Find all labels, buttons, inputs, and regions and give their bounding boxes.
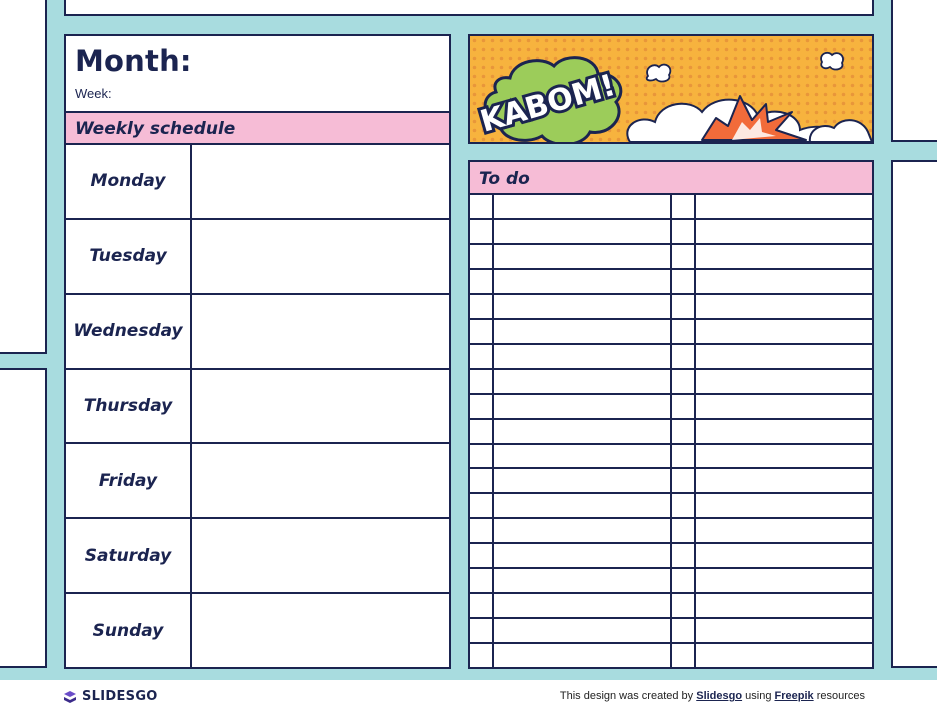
slidesgo-link[interactable]: Slidesgo	[696, 690, 743, 702]
todo-entry-cell[interactable]	[494, 469, 672, 492]
day-row	[66, 444, 449, 519]
day-label: Monday	[66, 145, 192, 218]
day-entry-cell[interactable]	[192, 295, 449, 368]
day-entry-cell[interactable]	[192, 145, 449, 218]
background-panel-left-top	[0, 0, 47, 354]
todo-checkbox[interactable]	[672, 270, 696, 293]
background-panel-left-bottom	[0, 368, 47, 668]
todo-entry-cell[interactable]	[696, 420, 872, 443]
todo-entry-cell[interactable]	[494, 320, 672, 343]
todo-title: To do	[479, 169, 530, 189]
todo-checkbox[interactable]	[470, 519, 494, 542]
todo-checkbox[interactable]	[672, 395, 696, 418]
todo-row	[470, 220, 872, 245]
todo-row	[470, 619, 872, 644]
todo-row	[470, 445, 872, 470]
todo-entry-cell[interactable]	[696, 594, 872, 617]
todo-checkbox[interactable]	[672, 245, 696, 268]
todo-checkbox[interactable]	[672, 220, 696, 243]
todo-header	[470, 162, 872, 195]
todo-entry-cell[interactable]	[696, 569, 872, 592]
todo-entry-cell[interactable]	[696, 320, 872, 343]
todo-checkbox[interactable]	[672, 420, 696, 443]
credit-mid: using	[742, 690, 775, 702]
todo-row	[470, 270, 872, 295]
todo-checkbox[interactable]	[672, 494, 696, 517]
background-panel-right-bottom	[891, 160, 937, 668]
weekly-schedule-header	[66, 113, 449, 145]
todo-row	[470, 644, 872, 667]
todo-entry-cell[interactable]	[494, 345, 672, 368]
todo-checkbox[interactable]	[470, 320, 494, 343]
todo-entry-cell[interactable]	[696, 195, 872, 218]
todo-row	[470, 295, 872, 320]
todo-row	[470, 395, 872, 420]
day-label: Wednesday	[66, 295, 192, 368]
todo-entry-cell[interactable]	[696, 245, 872, 268]
todo-entry-cell[interactable]	[494, 644, 672, 667]
todo-checkbox[interactable]	[672, 195, 696, 218]
todo-checkbox[interactable]	[470, 370, 494, 393]
todo-checkbox[interactable]	[672, 445, 696, 468]
todo-row	[470, 345, 872, 370]
credit-line	[560, 690, 865, 702]
todo-entry-cell[interactable]	[696, 519, 872, 542]
todo-entry-cell[interactable]	[696, 270, 872, 293]
todo-row	[470, 245, 872, 270]
todo-checkbox[interactable]	[470, 295, 494, 318]
todo-checkbox[interactable]	[672, 594, 696, 617]
todo-entry-cell[interactable]	[494, 544, 672, 567]
todo-checkbox[interactable]	[470, 395, 494, 418]
todo-entry-cell[interactable]	[494, 519, 672, 542]
todo-checkbox[interactable]	[470, 345, 494, 368]
todo-entry-cell[interactable]	[696, 494, 872, 517]
todo-entry-cell[interactable]	[696, 220, 872, 243]
todo-checkbox[interactable]	[672, 619, 696, 642]
todo-row	[470, 569, 872, 594]
day-row	[66, 519, 449, 594]
credit-prefix: This design was created by	[559, 690, 697, 702]
todo-checkbox[interactable]	[470, 270, 494, 293]
footer	[0, 680, 937, 724]
todo-checkbox[interactable]	[470, 569, 494, 592]
todo-checkbox[interactable]	[672, 370, 696, 393]
comic-banner	[468, 34, 874, 144]
todo-checkbox[interactable]	[470, 644, 494, 667]
day-row	[66, 295, 449, 370]
todo-row	[470, 195, 872, 220]
todo-grid	[470, 195, 872, 667]
day-entry-cell[interactable]	[192, 444, 449, 517]
todo-checkbox[interactable]	[470, 245, 494, 268]
todo-row	[470, 469, 872, 494]
todo-checkbox[interactable]	[470, 445, 494, 468]
todo-checkbox[interactable]	[470, 195, 494, 218]
todo-entry-cell[interactable]	[696, 395, 872, 418]
todo-entry-cell[interactable]	[494, 370, 672, 393]
day-label: Thursday	[66, 370, 192, 443]
todo-checkbox[interactable]	[672, 320, 696, 343]
todo-checkbox[interactable]	[470, 494, 494, 517]
todo-checkbox[interactable]	[672, 519, 696, 542]
day-label: Tuesday	[66, 220, 192, 293]
background-panel-right-top	[891, 0, 937, 142]
todo-checkbox[interactable]	[672, 295, 696, 318]
todo-checkbox[interactable]	[470, 544, 494, 567]
todo-entry-cell[interactable]	[494, 420, 672, 443]
todo-entry-cell[interactable]	[696, 345, 872, 368]
day-label: Sunday	[66, 594, 192, 667]
todo-entry-cell[interactable]	[696, 469, 872, 492]
todo-entry-cell[interactable]	[494, 220, 672, 243]
todo-checkbox[interactable]	[672, 569, 696, 592]
day-row	[66, 145, 449, 220]
todo-entry-cell[interactable]	[494, 445, 672, 468]
todo-panel	[468, 160, 874, 669]
day-row	[66, 594, 449, 667]
day-entry-cell[interactable]	[192, 519, 449, 592]
todo-checkbox[interactable]	[470, 220, 494, 243]
weekly-schedule-panel	[64, 111, 451, 669]
todo-row	[470, 320, 872, 345]
todo-row	[470, 494, 872, 519]
credit-suffix: resources	[813, 690, 865, 702]
todo-row	[470, 370, 872, 395]
todo-entry-cell[interactable]	[494, 270, 672, 293]
todo-entry-cell[interactable]	[494, 494, 672, 517]
todo-checkbox[interactable]	[470, 594, 494, 617]
todo-checkbox[interactable]	[470, 469, 494, 492]
week-label[interactable]: Week:	[75, 86, 112, 101]
todo-row	[470, 594, 872, 619]
day-label: Friday	[66, 444, 192, 517]
todo-checkbox[interactable]	[470, 619, 494, 642]
background-panel-top	[64, 0, 874, 16]
todo-checkbox[interactable]	[672, 644, 696, 667]
day-row	[66, 220, 449, 295]
todo-entry-cell[interactable]	[494, 594, 672, 617]
todo-entry-cell[interactable]	[696, 644, 872, 667]
day-entry-cell[interactable]	[192, 594, 449, 667]
todo-entry-cell[interactable]	[494, 569, 672, 592]
day-entry-cell[interactable]	[192, 370, 449, 443]
todo-row	[470, 544, 872, 569]
day-table	[66, 145, 449, 667]
brand-name: SLIDESGO	[82, 689, 158, 704]
slidesgo-logo-icon	[63, 690, 77, 704]
todo-checkbox[interactable]	[470, 420, 494, 443]
freepik-link[interactable]: Freepik	[774, 690, 814, 702]
todo-entry-cell[interactable]	[696, 544, 872, 567]
todo-entry-cell[interactable]	[494, 619, 672, 642]
brand-logo[interactable]	[63, 689, 158, 704]
todo-entry-cell[interactable]	[494, 195, 672, 218]
weekly-schedule-title: Weekly schedule	[75, 119, 236, 139]
header-panel	[64, 34, 451, 114]
todo-row	[470, 519, 872, 544]
todo-checkbox[interactable]	[672, 469, 696, 492]
todo-checkbox[interactable]	[672, 345, 696, 368]
todo-row	[470, 420, 872, 445]
day-label: Saturday	[66, 519, 192, 592]
todo-entry-cell[interactable]	[494, 395, 672, 418]
day-entry-cell[interactable]	[192, 220, 449, 293]
svg-text:KABOM!: KABOM!	[476, 67, 620, 140]
todo-entry-cell[interactable]	[696, 295, 872, 318]
todo-checkbox[interactable]	[672, 544, 696, 567]
todo-entry-cell[interactable]	[696, 370, 872, 393]
todo-entry-cell[interactable]	[494, 295, 672, 318]
todo-entry-cell[interactable]	[696, 445, 872, 468]
todo-entry-cell[interactable]	[494, 245, 672, 268]
day-row	[66, 370, 449, 445]
todo-entry-cell[interactable]	[696, 619, 872, 642]
comic-banner-illustration	[470, 36, 872, 142]
month-label[interactable]: Month:	[75, 44, 192, 78]
